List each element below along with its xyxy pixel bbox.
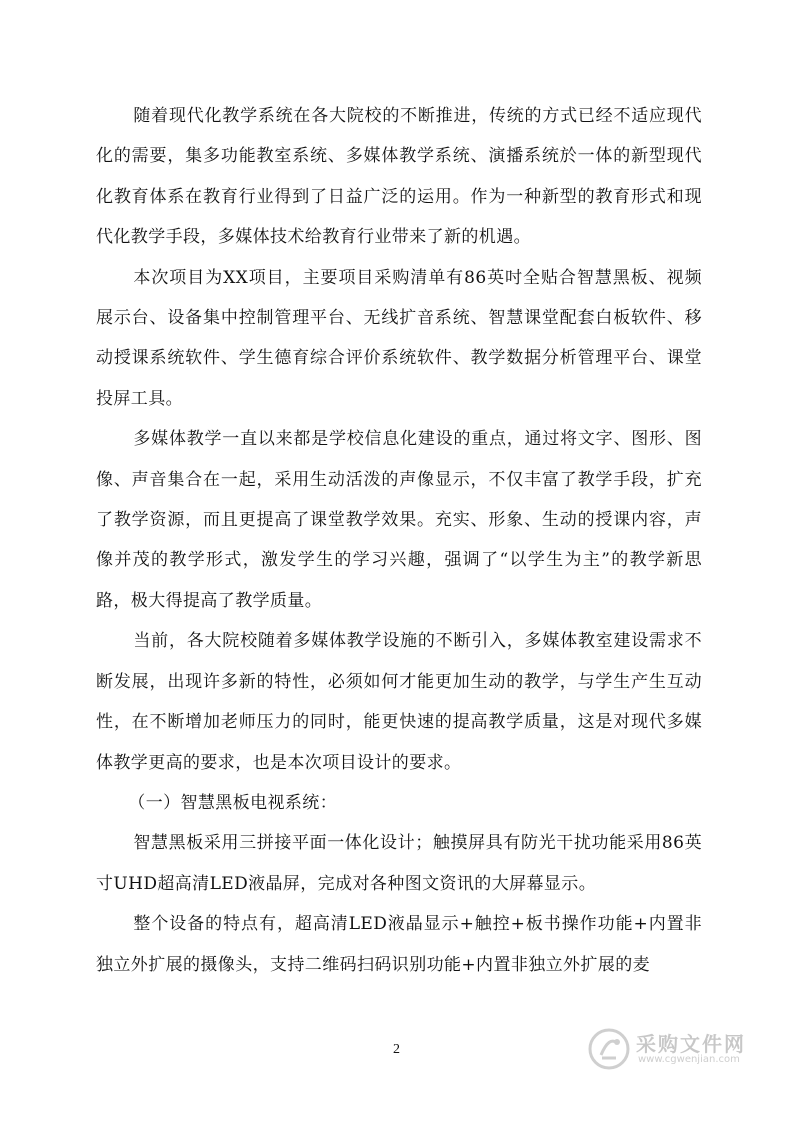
paragraph-multimedia-teaching: 多媒体教学一直以来都是学校信息化建设的重点，通过将文字、图形、图像、声音集合在一起，采用生动活泼的声像显示，不仅丰富了教学手段，扩充了教学资源，而且更提高了课堂教学效果。充实、形象、生动的授课内容，声像并茂的教学形式，激发学生的学习兴趣，强调了“以学生为主”的教学新思路，极大得提高了教学质量。 <box>96 429 702 611</box>
cgwenjian-logo-icon <box>588 1028 630 1070</box>
paragraph-smart-blackboard: 智慧黑板采用三拼接平面一体化设计；触摸屏具有防光干扰功能采用86英寸UHD超高清LED液晶屏，完成对各种图文资讯的大屏幕显示。 <box>96 833 702 894</box>
watermark <box>588 1026 788 1074</box>
paragraph-intro: 随着现代化教学系统在各大院校的不断推进，传统的方式已经不适应现代化的需要，集多功能教室系统、多媒体教学系统、演播系统於一体的新型现代化教育体系在教育行业得到了日益广泛的运用。作为一种新型的教育形式和现代化教学手段，多媒体技术给教育行业带来了新的机遇。 <box>96 106 702 248</box>
watermark-name: 采购文件网 <box>636 1032 746 1056</box>
body-text <box>96 96 702 985</box>
watermark-url: www.cgwenjian.com <box>638 1054 740 1065</box>
paragraph-device-features: 整个设备的特点有，超高清LED液晶显示+触控+板书操作功能+内置非独立外扩展的摄像头，支持二维码扫码识别功能+内置非独立外扩展的麦 <box>96 914 702 975</box>
paragraph-project-scope: 本次项目为XX项目，主要项目采购清单有86英吋全贴合智慧黑板、视频展示台、设备集中控制管理平台、无线扩音系统、智慧课堂配套白板软件、移动授课系统软件、学生德育综合评价系统软件、教学数据分析管理平台、课堂投屏工具。 <box>96 267 702 409</box>
section-heading: （一）智慧黑板电视系统： <box>128 792 338 813</box>
paragraph-current-situation: 当前，各大院校随着多媒体教学设施的不断引入，多媒体教室建设需求不断发展，出现许多新的特性，必须如何才能更加生动的教学，与学生产生互动性，在不断增加老师压力的同时，能更快速的提高教学质量，这是对现代多媒体教学更高的要求，也是本次项目设计的要求。 <box>96 631 702 773</box>
page-number: 2 <box>393 1042 400 1057</box>
